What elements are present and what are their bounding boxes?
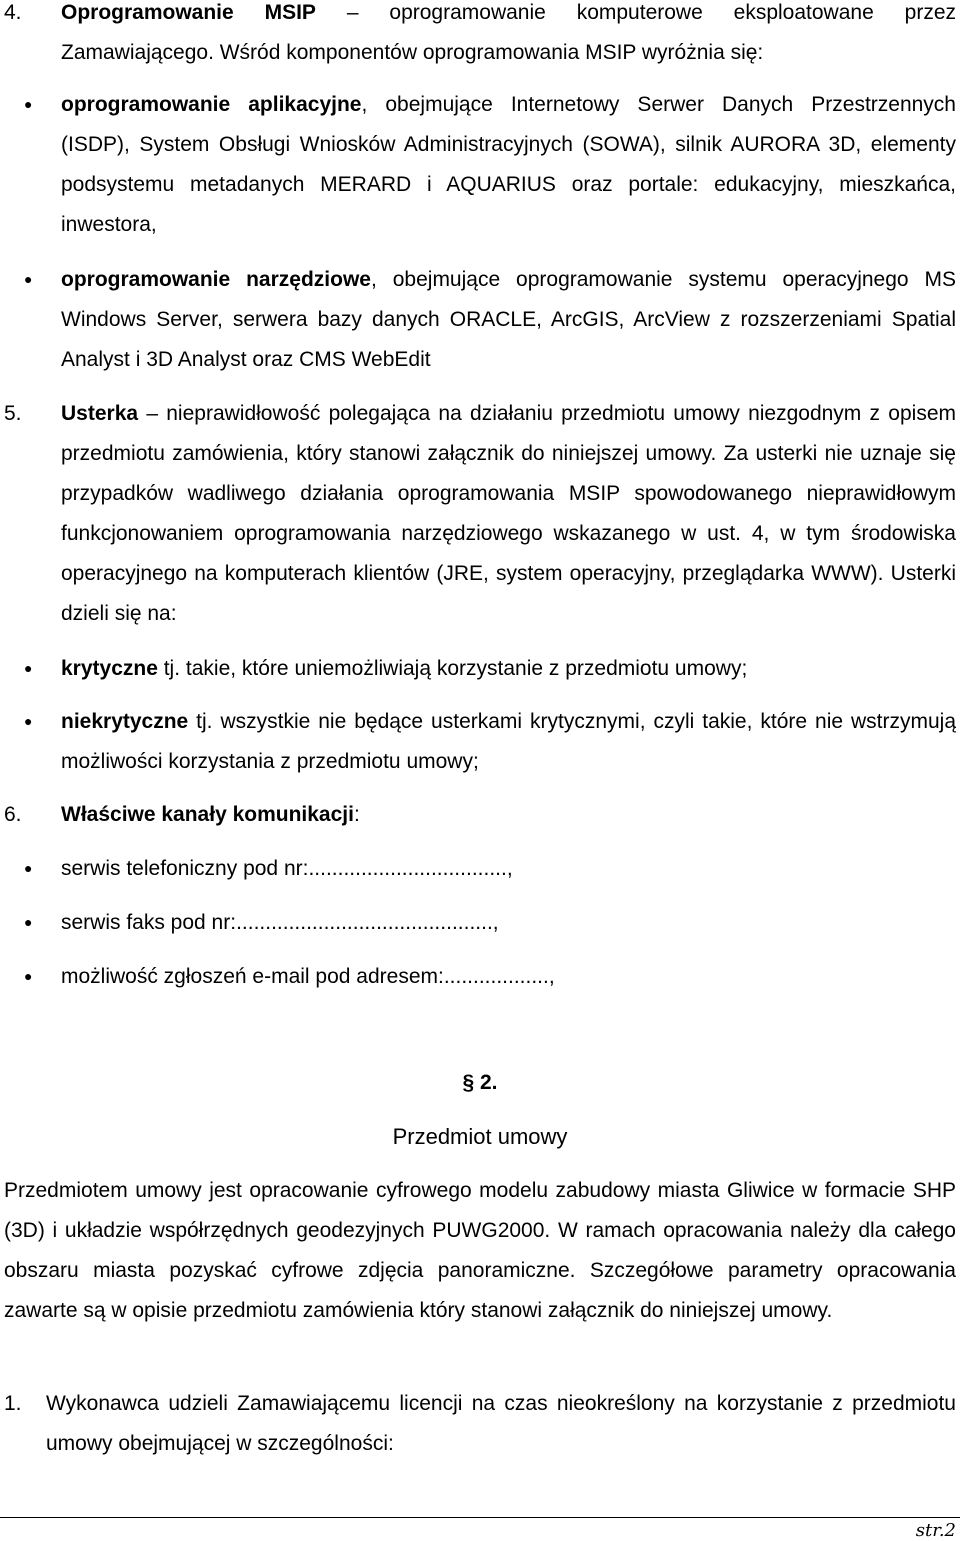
bullet-term: oprogramowanie aplikacyjne (61, 93, 362, 116)
item-6-bullet-1 (0, 849, 960, 889)
section-item-1 (0, 1384, 960, 1464)
page-number: str.2 (915, 1520, 956, 1541)
bullet-rest: , obejmujące oprogramowanie systemu operacyjnego MS Windows Server, serwera bazy danych ORACLE, ArcGIS, ArcView z rozszerzeniami Spatial Analyst i 3D Analyst oraz CMS WebEdit (61, 268, 957, 371)
section-number-text: § 2. (462, 1071, 498, 1094)
bullet-text: możliwość zgłoszeń e-mail pod adresem:.................., (61, 965, 555, 988)
bullet-text (61, 260, 956, 380)
item-4-term: Oprogramowanie MSIP (61, 1, 316, 24)
item-6 (0, 795, 960, 835)
section-paragraph-text: Przedmiotem umowy jest opracowanie cyfrowego modelu zabudowy miasta Gliwice w formacie SHP (3D) i układzie współrzędnych geodezyjnych PUWG2000. W ramach opracowania należy dla całego obszaru miasta pozyskać cyfrowe zdjęcia panoramiczne. Szczegółowe parametry opracowania zawarte są w opisie przedmiotu zamówienia który stanowi załącznik do niniejszej umowy. (4, 1179, 956, 1322)
item-5-number: 5. (4, 402, 22, 425)
section-item-1-number: 1. (4, 1392, 22, 1415)
item-4-number: 4. (4, 1, 22, 24)
item-4-rest: – oprogramowanie komputerowe eksploatowane przez Zamawiającego. Wśród komponentów oprogramowania MSIP wyróżnia się: (61, 1, 956, 64)
bullet-icon: ● (24, 271, 33, 287)
item-6-rest: : (353, 803, 360, 826)
item-5-bullet-2 (0, 702, 960, 782)
item-5-term: Usterka (61, 402, 139, 425)
bullet-term: krytyczne (61, 657, 158, 680)
bullet-text (61, 702, 956, 782)
item-4-text (61, 0, 956, 73)
section-item-1-text: Wykonawca udzieli Zamawiającemu licencji na czas nieokreślony na korzystanie z przedmiotu umowy obejmującej w szczególności: (46, 1392, 956, 1455)
item-4-bullet-2 (0, 260, 960, 380)
bullet-icon: ● (24, 713, 33, 729)
item-6-term: Właściwe kanały komunikacji (61, 803, 354, 826)
bullet-term: oprogramowanie narzędziowe (61, 268, 371, 291)
bullet-term: niekrytyczne (61, 710, 189, 733)
bullet-rest: , obejmujące Internetowy Serwer Danych Przestrzennych (ISDP), System Obsługi Wniosków Administracyjnych (SOWA), silnik AURORA 3D, elementy podsystemu metadanych MERARD i AQUARIUS oraz portale: edukacyjny, mieszkańca, inwestora, (61, 93, 956, 236)
item-4 (0, 0, 960, 73)
item-6-bullet-2 (0, 903, 960, 943)
item-5-rest: – nieprawidłowość polegająca na działaniu przedmiotu umowy niezgodnym z opisem przedmiotu zamówienia, który stanowi załącznik do niniejszej umowy. Za usterki nie uznaje się przypadków wadliwego działania oprogramowania MSIP spowodowanego nieprawidłowym funkcjonowaniem oprogramowania narzędziowego wskazanego w ust. 4, w tym środowiska operacyjnego na komputerach klientów (JRE, system operacyjny, przeglądarka WWW). Usterki dzieli się na: (61, 402, 956, 625)
item-5 (0, 394, 960, 634)
section-number (0, 1063, 960, 1103)
bullet-icon: ● (24, 660, 33, 676)
bullet-rest: tj. takie, które uniemożliwiają korzystanie z przedmiotu umowy; (157, 657, 748, 680)
item-4-bullet-1 (0, 85, 960, 245)
section-paragraph (0, 1171, 960, 1331)
bullet-text: serwis faks pod nr:............................................, (61, 911, 499, 934)
bullet-text (61, 85, 956, 245)
footer-divider (0, 1517, 960, 1518)
item-6-bullet-3 (0, 957, 960, 997)
bullet-rest: tj. wszystkie nie będące usterkami krytycznymi, czyli takie, które nie wstrzymują możliwości korzystania z przedmiotu umowy; (61, 710, 956, 773)
item-6-text (61, 795, 956, 835)
bullet-icon: ● (24, 914, 33, 930)
item-5-text (61, 394, 956, 634)
bullet-icon: ● (24, 96, 33, 112)
bullet-icon: ● (24, 968, 33, 984)
section-title: Przedmiot umowy (392, 1124, 568, 1149)
bullet-text: serwis telefoniczny pod nr:.................................., (61, 857, 513, 880)
bullet-text (61, 649, 956, 689)
item-6-number: 6. (4, 803, 22, 826)
bullet-icon: ● (24, 860, 33, 876)
item-5-bullet-1 (0, 649, 960, 689)
